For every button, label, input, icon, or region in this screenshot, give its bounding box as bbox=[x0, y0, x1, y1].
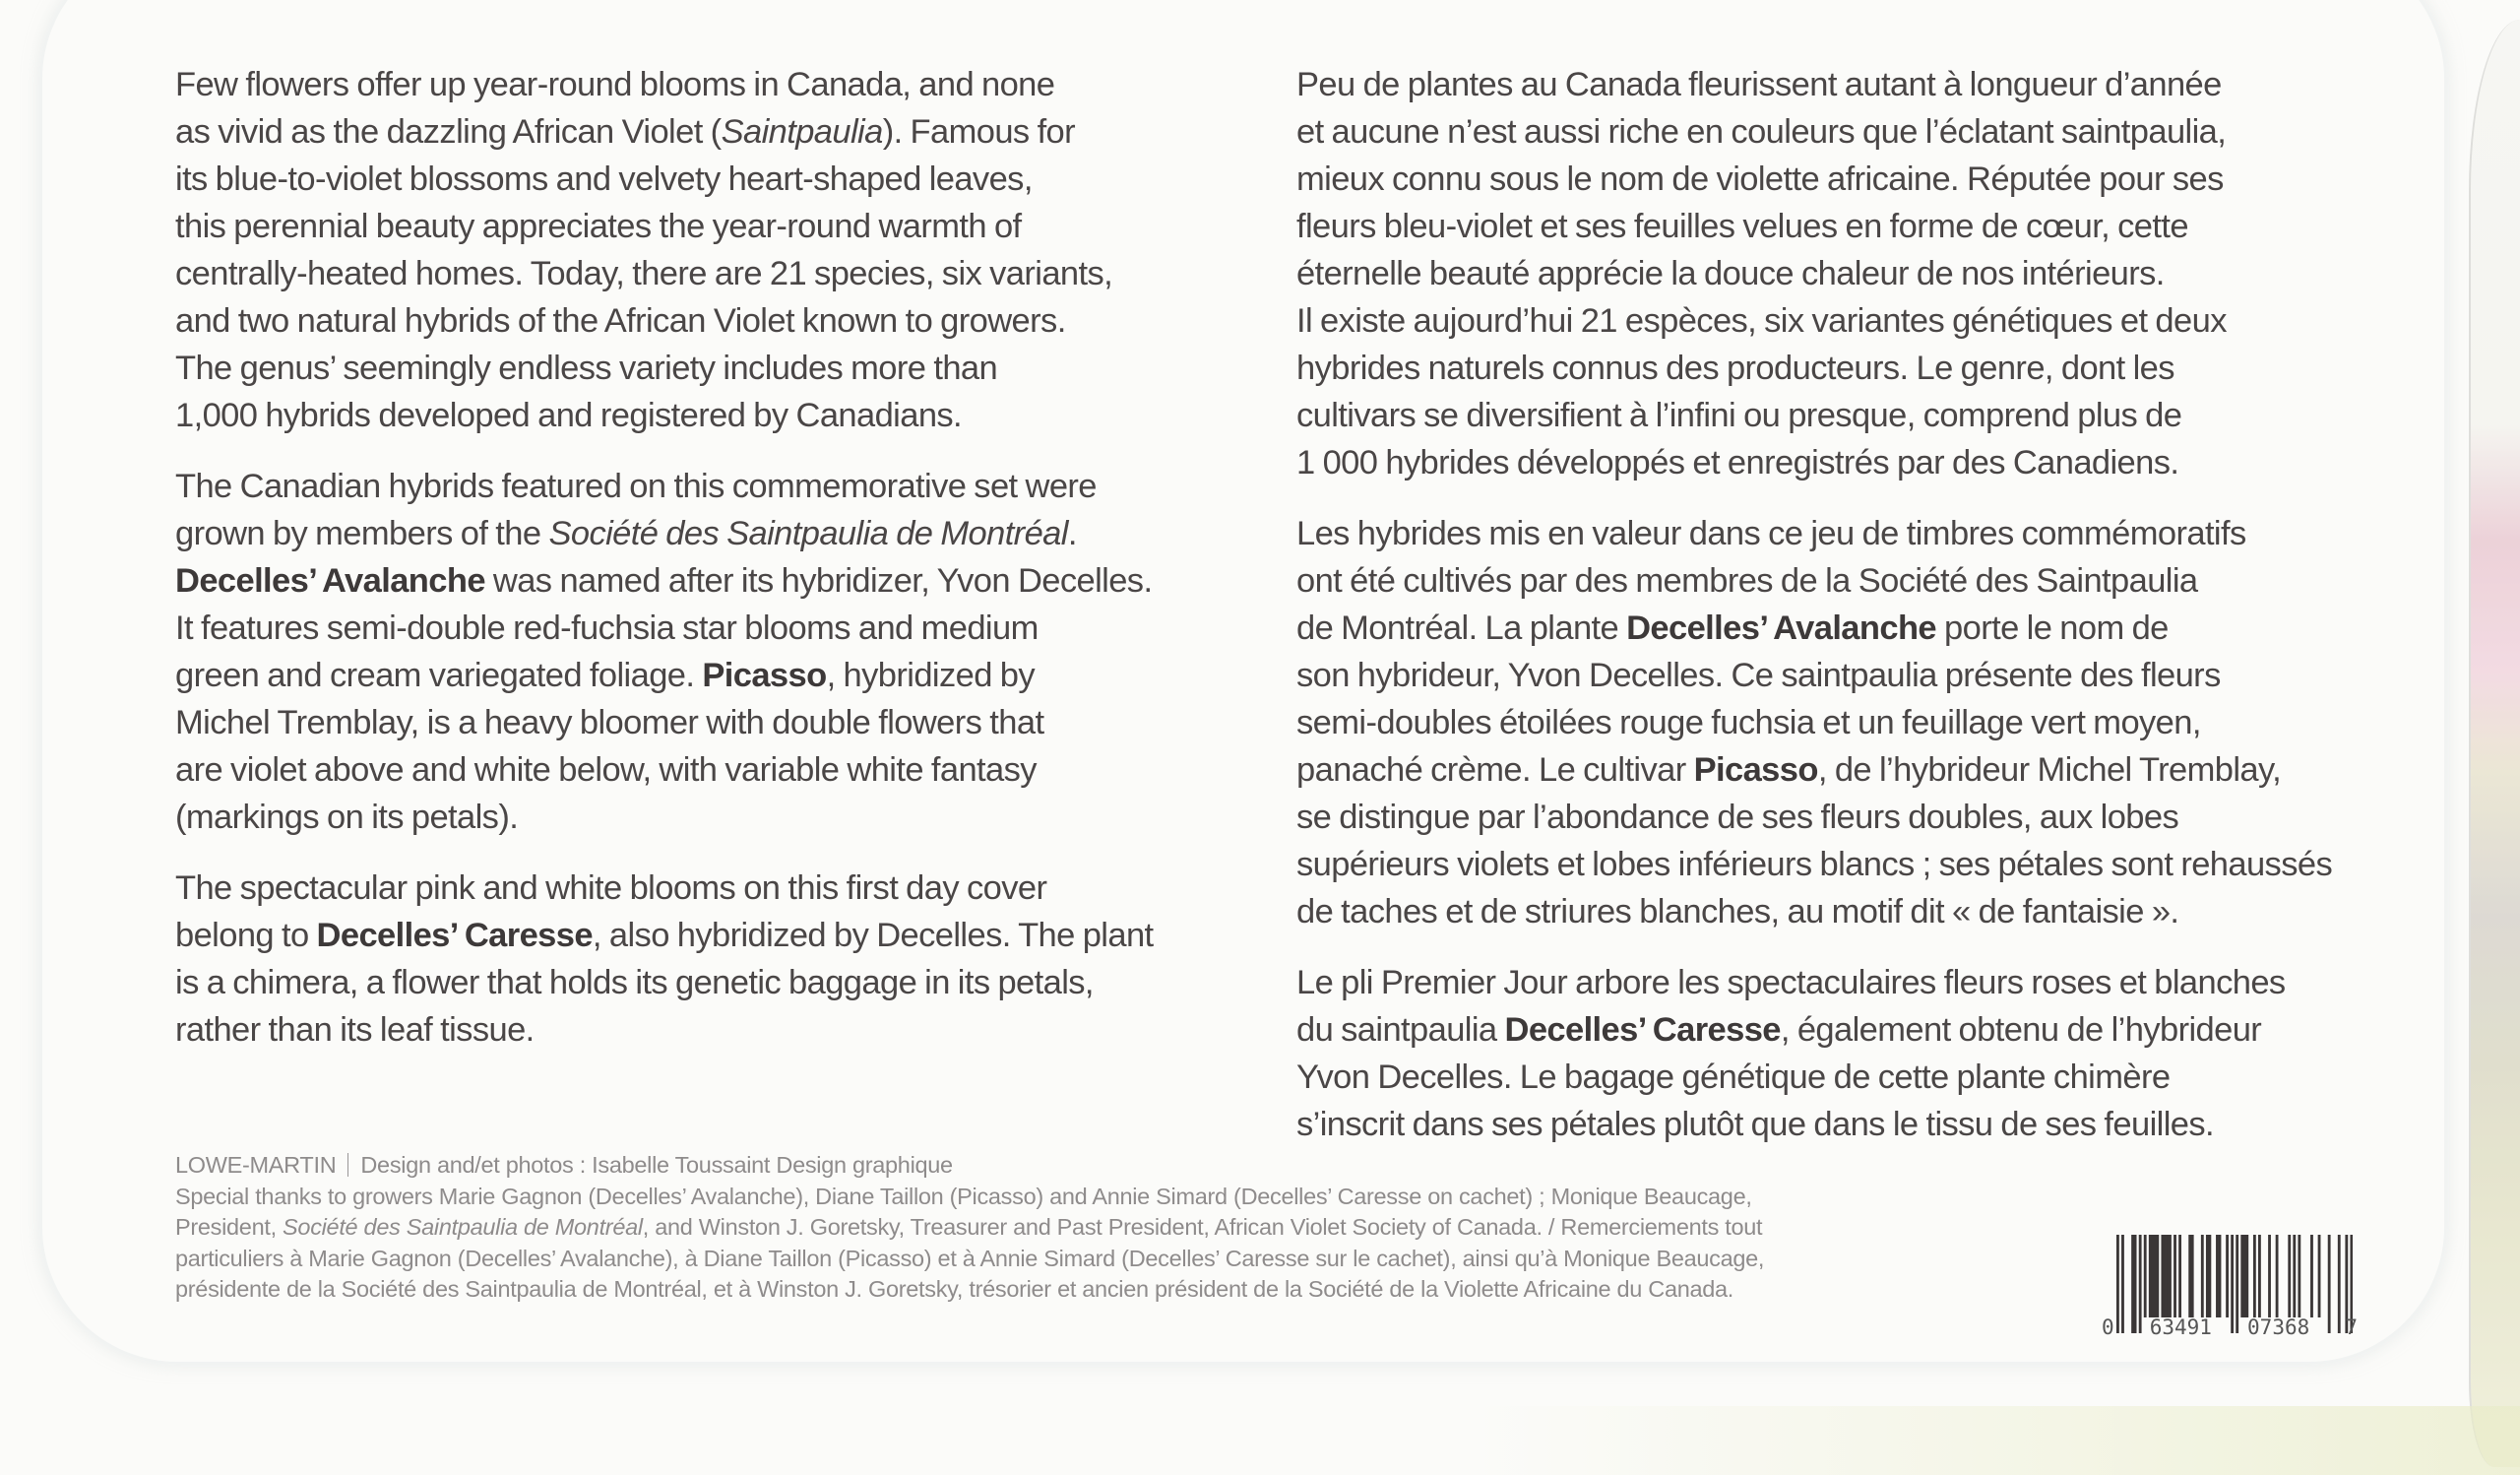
text-run: (markings on its petals). bbox=[175, 799, 519, 836]
text-line bbox=[1296, 557, 2389, 605]
english-text-column bbox=[175, 61, 1238, 1077]
barcode-bar bbox=[2245, 1235, 2248, 1317]
text-run: , also hybridized by Decelles. The plant bbox=[592, 917, 1154, 954]
italic-text: Société des Saintpaulia de Montréal bbox=[548, 515, 1068, 552]
text-line bbox=[175, 250, 1238, 297]
text-run: was named after its hybridizer, Yvon Decelles. bbox=[484, 562, 1153, 600]
text-line bbox=[1296, 61, 2389, 108]
text-run: ont été cultivés par des membres de la Société des Saintpaulia bbox=[1296, 562, 2198, 600]
barcode-bar bbox=[2206, 1235, 2209, 1317]
text-run: Special thanks to growers Marie Gagnon (Decelles’ Avalanche), Diane Taillon (Picasso) and Annie Simard (Decelles’ Caresse on cachet) ; Monique Beaucage, bbox=[175, 1183, 1752, 1209]
barcode-bar bbox=[2219, 1235, 2222, 1317]
italic-text: Saintpaulia bbox=[721, 113, 883, 151]
text-run: . bbox=[1067, 515, 1077, 552]
text-line bbox=[1296, 392, 2389, 439]
text-line bbox=[175, 156, 1238, 203]
text-run: de Montréal. La plante bbox=[1296, 609, 1627, 647]
text-line bbox=[175, 61, 1238, 108]
envelope-flap-edge-with-flower-image bbox=[2469, 20, 2520, 1467]
bold-cultivar-name: Picasso bbox=[702, 657, 827, 694]
text-run: Michel Tremblay, is a heavy bloomer with double flowers that bbox=[175, 704, 1044, 741]
text-run: et aucune n’est aussi riche en couleurs que l’éclatant saintpaulia, bbox=[1296, 113, 2227, 151]
barcode-bar bbox=[2208, 1235, 2211, 1317]
text-line bbox=[1296, 959, 2389, 1006]
barcode-bar bbox=[2164, 1235, 2167, 1317]
text-run: are violet above and white below, with variable white fantasy bbox=[175, 751, 1037, 789]
bold-cultivar-name: Decelles’ Caresse bbox=[316, 917, 593, 954]
acknowledgements bbox=[175, 1182, 2046, 1306]
text-run: mieux connu sous le nom de violette africaine. Réputée pour ses bbox=[1296, 160, 2224, 198]
barcode-bar bbox=[2243, 1235, 2246, 1317]
text-line bbox=[175, 203, 1238, 250]
text-run: hybrides naturels connus des producteurs. Le genre, dont les bbox=[1296, 350, 2174, 387]
barcode-bar bbox=[2169, 1235, 2172, 1317]
text-line bbox=[175, 297, 1238, 345]
text-line bbox=[1296, 605, 2389, 652]
barcode-bar bbox=[2161, 1235, 2164, 1317]
text-run: supérieurs violets et lobes inférieurs blancs ; ses pétales sont rehaussés bbox=[1296, 846, 2333, 883]
text-run: 1,000 hybrids developed and registered by Canadians. bbox=[175, 397, 963, 434]
text-line bbox=[175, 1244, 2046, 1275]
text-run: , également obtenu de l’hybrideur bbox=[1780, 1011, 2262, 1049]
text-run: Yvon Decelles. Le bagage génétique de cette plante chimère bbox=[1296, 1058, 2171, 1096]
text-run: semi-doubles étoilées rouge fuchsia et un feuillage vert moyen, bbox=[1296, 704, 2201, 741]
text-run: The genus’ seemingly endless variety includes more than bbox=[175, 350, 998, 387]
text-run: , hybridized by bbox=[826, 657, 1036, 694]
credits-block bbox=[175, 1150, 2046, 1306]
text-run: President, bbox=[175, 1214, 284, 1240]
text-line bbox=[175, 605, 1238, 652]
text-line bbox=[175, 1212, 2046, 1244]
barcode-bar bbox=[2201, 1235, 2204, 1317]
barcode-bar bbox=[2288, 1235, 2291, 1317]
barcode-bar bbox=[2226, 1235, 2229, 1317]
barcode-digit-group: 0 bbox=[2102, 1315, 2114, 1339]
barcode-bar bbox=[2191, 1235, 2194, 1317]
text-run: green and cream variegated foliage. bbox=[175, 657, 703, 694]
text-line bbox=[175, 652, 1238, 699]
english-paragraph bbox=[175, 463, 1238, 841]
printer-name: LOWE-MARTIN bbox=[175, 1152, 337, 1178]
italic-text: Société des Saintpaulia de Montréal bbox=[283, 1214, 643, 1240]
text-run: grown by members of the bbox=[175, 515, 549, 552]
text-run: ). Famous for bbox=[882, 113, 1076, 151]
text-run: 1 000 hybrides développés et enregistrés par des Canadiens. bbox=[1296, 444, 2179, 481]
credits-printer-line bbox=[175, 1150, 2046, 1182]
french-text-column bbox=[1296, 61, 2389, 1172]
barcode-bar bbox=[2276, 1235, 2279, 1317]
text-line bbox=[1296, 1054, 2389, 1101]
text-run: centrally-heated homes. Today, there are 21 species, six variants, bbox=[175, 255, 1113, 292]
barcode-digit-group: 63491 bbox=[2149, 1315, 2212, 1339]
barcode-bar bbox=[2178, 1235, 2181, 1317]
text-run: The spectacular pink and white blooms on this first day cover bbox=[175, 869, 1047, 907]
text-run: , and Winston J. Goretsky, Treasurer and Past President, African Violet Society of Canada. / Remerciements tout bbox=[642, 1214, 1763, 1240]
barcode-digit-group: 07368 bbox=[2247, 1315, 2310, 1339]
envelope-bottom-tint bbox=[1477, 1406, 2520, 1475]
text-line bbox=[1296, 1101, 2389, 1148]
text-line bbox=[175, 392, 1238, 439]
text-run: particuliers à Marie Gagnon (Decelles’ Avalanche), à Diane Taillon (Picasso) et à Annie Simard (Decelles’ Caresse sur le cachet), ainsi qu’à Monique Beaucage, bbox=[175, 1245, 1765, 1271]
text-line bbox=[1296, 888, 2389, 935]
barcode-bar bbox=[2156, 1235, 2159, 1317]
barcode-bar bbox=[2310, 1235, 2313, 1317]
text-run: Few flowers offer up year-round blooms in Canada, and none bbox=[175, 66, 1055, 103]
english-paragraph bbox=[175, 865, 1238, 1054]
bold-cultivar-name: Decelles’ Caresse bbox=[1504, 1011, 1781, 1049]
text-run: Il existe aujourd’hui 21 espèces, six variantes génétiques et deux bbox=[1296, 302, 2227, 340]
text-line bbox=[175, 959, 1238, 1006]
text-line bbox=[1296, 345, 2389, 392]
barcode-bar bbox=[2144, 1235, 2147, 1317]
barcode-bar bbox=[2298, 1235, 2300, 1317]
text-line bbox=[1296, 156, 2389, 203]
barcode-digit-group: 7 bbox=[2345, 1315, 2358, 1339]
text-line bbox=[1296, 746, 2389, 794]
text-run: its blue-to-violet blossoms and velvety heart-shaped leaves, bbox=[175, 160, 1033, 198]
barcode-number bbox=[2102, 1315, 2358, 1339]
separator-bar bbox=[347, 1153, 348, 1177]
text-run: son hybrideur, Yvon Decelles. Ce saintpaulia présente des fleurs bbox=[1296, 657, 2221, 694]
english-paragraph bbox=[175, 61, 1238, 439]
barcode-bar bbox=[2216, 1235, 2219, 1317]
barcode-bar bbox=[2268, 1235, 2271, 1317]
bold-cultivar-name: Decelles’ Avalanche bbox=[175, 562, 485, 600]
text-line bbox=[1296, 1006, 2389, 1054]
text-run: s’inscrit dans ses pétales plutôt que dans le tissu de ses feuilles. bbox=[1296, 1106, 2214, 1143]
bold-cultivar-name: Picasso bbox=[1693, 751, 1818, 789]
barcode-bar bbox=[2318, 1235, 2321, 1317]
text-run: , de l’hybrideur Michel Tremblay, bbox=[1817, 751, 2282, 789]
french-paragraph bbox=[1296, 959, 2389, 1148]
text-line bbox=[1296, 297, 2389, 345]
text-run: and two natural hybrids of the African Violet known to growers. bbox=[175, 302, 1066, 340]
text-line bbox=[175, 746, 1238, 794]
text-run: Les hybrides mis en valeur dans ce jeu de timbres commémoratifs bbox=[1296, 515, 2246, 552]
text-run: The Canadian hybrids featured on this commemorative set were bbox=[175, 468, 1097, 505]
text-run: rather than its leaf tissue. bbox=[175, 1011, 535, 1049]
text-run: is a chimera, a flower that holds its genetic baggage in its petals, bbox=[175, 964, 1094, 1001]
text-run: du saintpaulia bbox=[1296, 1011, 1505, 1049]
text-line bbox=[175, 557, 1238, 605]
barcode-bar bbox=[2240, 1235, 2243, 1317]
bold-cultivar-name: Decelles’ Avalanche bbox=[1626, 609, 1937, 647]
barcode-bar bbox=[2151, 1235, 2154, 1317]
text-run: éternelle beauté apprécie la douce chaleur de nos intérieurs. bbox=[1296, 255, 2165, 292]
barcode-bar bbox=[2154, 1235, 2157, 1317]
text-run: as vivid as the dazzling African Violet ( bbox=[175, 113, 722, 151]
text-line bbox=[1296, 510, 2389, 557]
text-line bbox=[1296, 439, 2389, 486]
text-line bbox=[175, 108, 1238, 156]
text-line bbox=[1296, 699, 2389, 746]
french-paragraph bbox=[1296, 61, 2389, 486]
text-run: this perennial beauty appreciates the year-round warmth of bbox=[175, 208, 1022, 245]
design-credit: Design and/et photos : Isabelle Toussaint Design graphique bbox=[360, 1152, 953, 1178]
text-line bbox=[175, 699, 1238, 746]
text-run: présidente de la Société des Saintpaulia de Montréal, et à Winston J. Goretsky, trésorier et ancien président de la Société de la Violette Africaine du Canada. bbox=[175, 1276, 1734, 1302]
text-run: se distingue par l’abondance de ses fleurs doubles, aux lobes bbox=[1296, 799, 2179, 836]
barcode-bar bbox=[2258, 1235, 2261, 1317]
barcode-bar bbox=[2188, 1235, 2191, 1317]
barcode-bar bbox=[2253, 1235, 2256, 1317]
text-line bbox=[1296, 203, 2389, 250]
text-line bbox=[175, 345, 1238, 392]
text-line bbox=[175, 1006, 1238, 1054]
text-run: Le pli Premier Jour arbore les spectaculaires fleurs roses et blanches bbox=[1296, 964, 2286, 1001]
text-line bbox=[1296, 652, 2389, 699]
text-line bbox=[1296, 108, 2389, 156]
french-paragraph bbox=[1296, 510, 2389, 935]
text-line bbox=[175, 1182, 2046, 1213]
text-line bbox=[175, 1274, 2046, 1306]
text-run: panaché crème. Le cultivar bbox=[1296, 751, 1694, 789]
text-run: cultivars se diversifient à l’infini ou presque, comprend plus de bbox=[1296, 397, 2182, 434]
text-line bbox=[1296, 794, 2389, 841]
barcode-bar bbox=[2167, 1235, 2170, 1317]
text-line bbox=[1296, 250, 2389, 297]
text-run: It features semi-double red-fuchsia star blooms and medium bbox=[175, 609, 1039, 647]
text-line bbox=[175, 463, 1238, 510]
text-run: de taches et de striures blanches, au motif dit « de fantaisie ». bbox=[1296, 893, 2179, 930]
text-run: belong to bbox=[175, 917, 317, 954]
text-line bbox=[175, 865, 1238, 912]
text-line bbox=[175, 912, 1238, 959]
barcode-bar bbox=[2293, 1235, 2296, 1317]
text-run: fleurs bleu-violet et ses feuilles velues en forme de cœur, cette bbox=[1296, 208, 2188, 245]
text-line bbox=[175, 794, 1238, 841]
barcode-bar bbox=[2174, 1235, 2176, 1317]
text-run: Peu de plantes au Canada fleurissent autant à longueur d’année bbox=[1296, 66, 2222, 103]
barcode-bar bbox=[2149, 1235, 2152, 1317]
text-line bbox=[175, 510, 1238, 557]
text-line bbox=[1296, 841, 2389, 888]
text-run: porte le nom de bbox=[1936, 609, 2169, 647]
